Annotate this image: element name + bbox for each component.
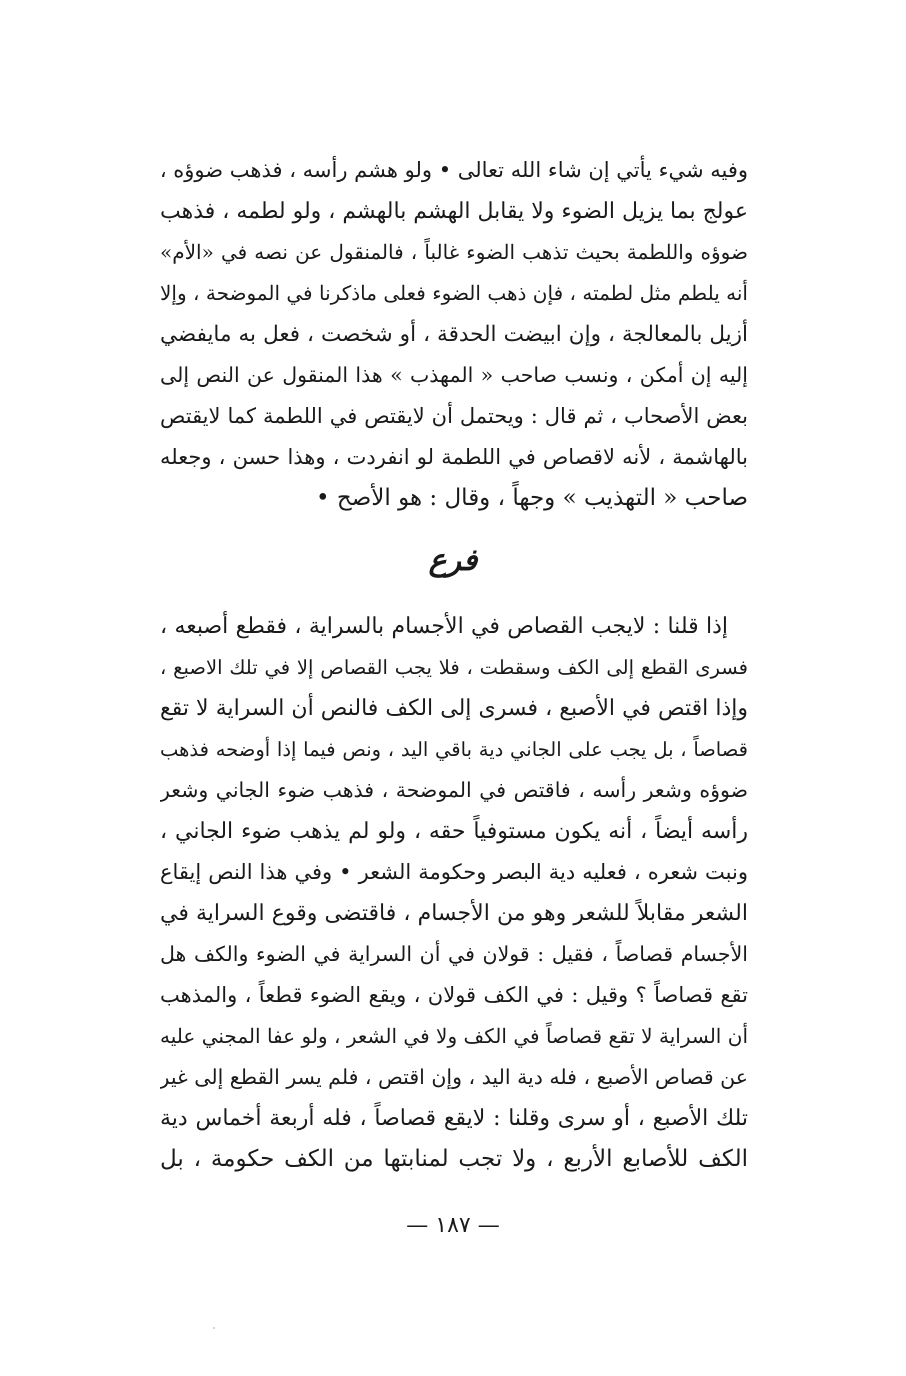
- text-line: ضوؤه واللطمة بحيث تذهب الضوء غالباً ، فالمنقول عن نصه في «الأم»: [160, 240, 748, 264]
- text-line: الكف للأصابع الأربع ، ولا تجب لمنابتها من الكف حكومة ، بل: [160, 1146, 748, 1172]
- text-line: أنه يلطم مثل لطمته ، فإن ذهب الضوء فعلى ماذكرنا في الموضحة ، وإلا: [160, 281, 748, 305]
- paragraph-two: [160, 606, 748, 1180]
- text-line: عن قصاص الأصبع ، فله دية اليد ، وإن اقتص ، فلم يسر القطع إلى غير: [160, 1065, 748, 1089]
- text-line: الشعر مقابلاً للشعر وهو من الأجسام ، فاقتضى وقوع السراية في: [160, 901, 748, 926]
- text-line: فسرى القطع إلى الكف وسقطت ، فلا يجب القصاص إلا في تلك الاصبع ،: [160, 656, 748, 679]
- text-line: إذا قلنا : لايجب القصاص في الأجسام بالسراية ، فقطع أصبعه ،: [160, 614, 728, 639]
- text-line: ضوؤه وشعر رأسه ، فاقتص في الموضحة ، فذهب ضوء الجاني وشعر: [160, 778, 748, 802]
- text-line: قصاصاً ، بل يجب على الجاني دية باقي اليد ، ونص فيما إذا أوضحه فذهب: [160, 738, 748, 761]
- text-line: بالهاشمة ، لأنه لاقصاص في اللطمة لو انفردت ، وهذا حسن ، وجعله: [160, 445, 748, 469]
- text-line: ونبت شعره ، فعليه دية البصر وحكومة الشعر • وفي هذا النص إيقاع: [160, 860, 748, 884]
- text-line: الأجسام قصاصاً ، فقيل : قولان في أن السراية في الضوء والكف هل: [160, 942, 748, 966]
- text-line: بعض الأصحاب ، ثم قال : ويحتمل أن لايقتص في اللطمة كما لايقتص: [160, 404, 748, 428]
- text-line: تلك الأصبع ، أو سرى وقلنا : لايقع قصاصاً ، فله أربعة أخماس دية: [160, 1106, 748, 1131]
- text-line: صاحب « التهذيب » وجهاً ، وقال : هو الأصح •: [316, 485, 748, 511]
- text-line: إليه إن أمكن ، ونسب صاحب « المهذب » هذا المنقول عن النص إلى: [160, 363, 748, 387]
- scan-speck: [213, 1327, 215, 1329]
- text-line: رأسه أيضاً ، أنه يكون مستوفياً حقه ، ولو لم يذهب ضوء الجاني ،: [160, 819, 748, 844]
- text-line: وإذا اقتص في الأصبع ، فسرى إلى الكف فالنص أن السراية لا تقع: [160, 696, 748, 721]
- section-heading: فرع: [428, 543, 478, 578]
- text-line: وفيه شيء يأتي إن شاء الله تعالى • ولو هشم رأسه ، فذهب ضوؤه ،: [160, 158, 748, 182]
- text-line: أزيل بالمعالجة ، وإن ابيضت الحدقة ، أو شخصت ، فعل به مايفضي: [160, 322, 748, 347]
- paragraph-one: [160, 150, 748, 519]
- text-line: أن السراية لا تقع قصاصاً في الكف ولا في الشعر ، ولو عفا المجني عليه: [160, 1024, 748, 1048]
- text-line: عولج بما يزيل الضوء ولا يقابل الهشم بالهشم ، ولو لطمه ، فذهب: [160, 199, 748, 224]
- text-line: تقع قصاصاً ؟ وقيل : في الكف قولان ، ويقع الضوء قطعاً ، والمذهب: [160, 983, 748, 1007]
- page-number: — ١٨٧ —: [406, 1213, 500, 1238]
